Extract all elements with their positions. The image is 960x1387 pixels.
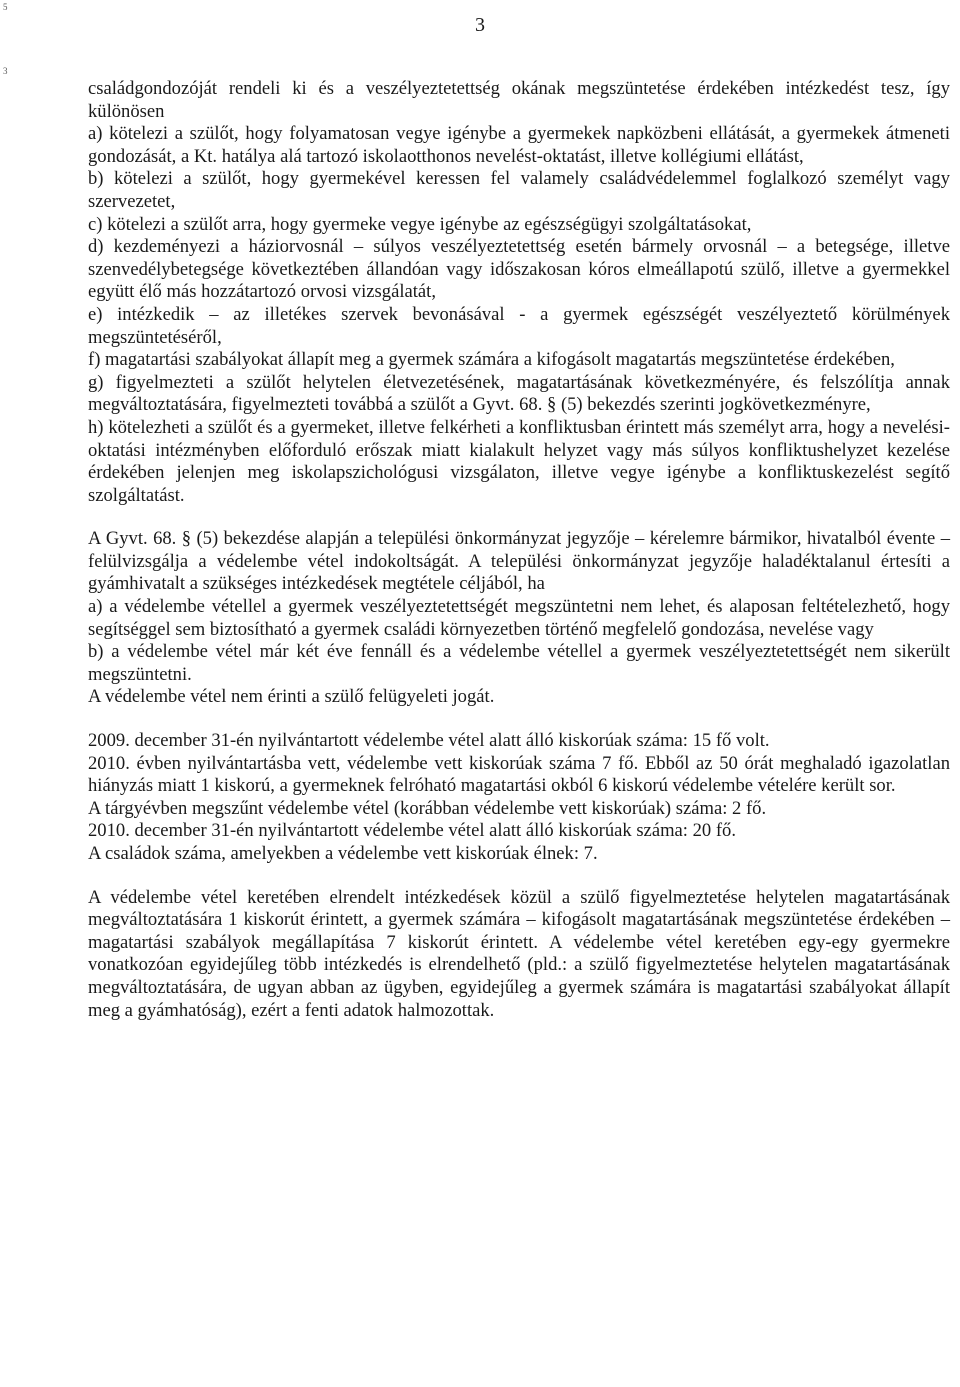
- list-item: g) figyelmezteti a szülőt helytelen életvezetésének, magatartásának következményére, és felszólítja annak megváltoztatására, figyelmezteti továbbá a szülőt a Gyvt. 68. § (5) bekezdés szerinti jogkövetkezményre,: [88, 371, 950, 416]
- paragraph: A védelembe vétel keretében elrendelt intézkedések közül a szülő figyelmeztetése helytelen magatartásának megváltoztatására 1 kiskorút érintett, a gyermek számára – kifogásolt magatartásának megszüntetése érdekében – magatartási szabályok megállapítása 7 kiskorút érintett. A védelembe vétel keretében egy-egy gyermekre vonatkozóan egyidejűleg több intézkedés is elrendelhető (pld.: a szülő figyelmeztetése helytelen magatartásának megváltoztatására, de ugyan abban az ügyben, egyidejűleg a gyermek számára is magatartási szabályokat állapít meg a gyámhatóság), ezért a fenti adatok halmozottak.: [88, 886, 950, 1021]
- list-item: a) kötelezi a szülőt, hogy folyamatosan vegye igénybe a gyermekek napközbeni ellátását, a gyermekek átmeneti gondozását, a Kt. hatálya alá tartozó iskolaotthonos nevelést-oktatást, illetve kollégiumi ellátást,: [88, 123, 950, 167]
- paragraph: A védelembe vétel nem érinti a szülő felügyeleti jogát.: [88, 686, 495, 708]
- paragraph-review: [88, 528, 950, 709]
- list-item: e) intézkedik – az illetékes szervek bevonásával - a gyermek egészségét veszélyeztető körülmények megszüntetéséről,: [88, 303, 950, 348]
- statistic-line: 2010. december 31-én nyilvántartott védelembe vétel alatt álló kiskorúak száma: 20 fő.: [88, 820, 736, 842]
- list-item: d) kezdeményezi a háziorvosnál – súlyos veszélyeztetettség esetén bármely orvosnál – a betegsége, illetve szenvedélybetegsége következtében állandóan vagy időszakosan kóros elmeállapotú szülő, illetve a gyermekkel együtt élő más hozzátartozó orvosi vizsgálatát,: [88, 236, 950, 303]
- page-number: 3: [475, 14, 485, 36]
- list-item: c) kötelezi a szülőt arra, hogy gyermeke vegye igénybe az egészségügyi szolgáltatásokat,: [88, 213, 752, 235]
- document-body: [88, 78, 950, 1043]
- statistic-line: 2010. évben nyilvántartásba vett, védelembe vett kiskorúak száma 7 fő. Ebből az 50 órát meghaladó igazolatlan hiányzás miatt 1 kiskorú, a gyermeknek felróható magatartási okból 6 kiskorú védelembe vételére került sor.: [88, 752, 950, 797]
- paragraph: családgondozóját rendeli ki és a veszélyeztetettség okának megszüntetése érdekében intézkedést tesz, így különösen: [88, 78, 950, 122]
- list-item: b) kötelezi a szülőt, hogy gyermekével keressen fel valamely családvédelemmel foglalkozó személyt vagy szervezetet,: [88, 168, 950, 212]
- paragraph-measures: [88, 78, 950, 507]
- statistic-line: A tárgyévben megszűnt védelembe vétel (korábban védelembe vett kiskorúak) száma: 2 fő.: [88, 797, 767, 819]
- list-item: b) a védelembe vétel már két éve fennáll és a védelembe vétellel a gyermek veszélyeztetettségét nem sikerült megszüntetni.: [88, 641, 950, 685]
- list-item: h) kötelezheti a szülőt és a gyermeket, illetve felkérheti a konfliktusban érintett más személyt arra, hogy a nevelési-oktatási intézményben előforduló erőszak miatt kialakult helyzet vagy más súlyos konfliktushelyzet kezelése érdekében jelenjen meg iskolapszichológusi vizsgálaton, illetve vegye igénybe a konfliktuskezelést segítő szolgáltatást.: [88, 416, 950, 506]
- list-item: f) magatartási szabályokat állapít meg a gyermek számára a kifogásolt magatartás megszüntetése érdekében,: [88, 349, 895, 371]
- list-item: a) a védelembe vétellel a gyermek veszélyeztetettségét megszüntetni nem lehet, és alaposan feltételezhető, hogy segítséggel sem biztosítható a gyermek családi környezetben történő megfelelő gondozása, nevelése vagy: [88, 596, 950, 640]
- paragraph: A Gyvt. 68. § (5) bekezdése alapján a települési önkormányzat jegyzője – kérelemre bármikor, hivatalból évente – felülvizsgálja a védelembe vétel indokoltságát. A települési önkormányzat jegyzője haladéktalanul értesíti a gyámhivatalt a szükséges intézkedések megtétele céljából, ha: [88, 528, 950, 595]
- statistic-line: 2009. december 31-én nyilvántartott védelembe vétel alatt álló kiskorúak száma: 15 fő volt.: [88, 730, 770, 752]
- statistic-line: A családok száma, amelyekben a védelembe vett kiskorúak élnek: 7.: [88, 843, 598, 864]
- paragraph-summary: [88, 887, 950, 1023]
- edge-mark: 3: [3, 66, 8, 76]
- edge-mark: 5: [3, 2, 8, 12]
- paragraph-statistics: [88, 730, 950, 866]
